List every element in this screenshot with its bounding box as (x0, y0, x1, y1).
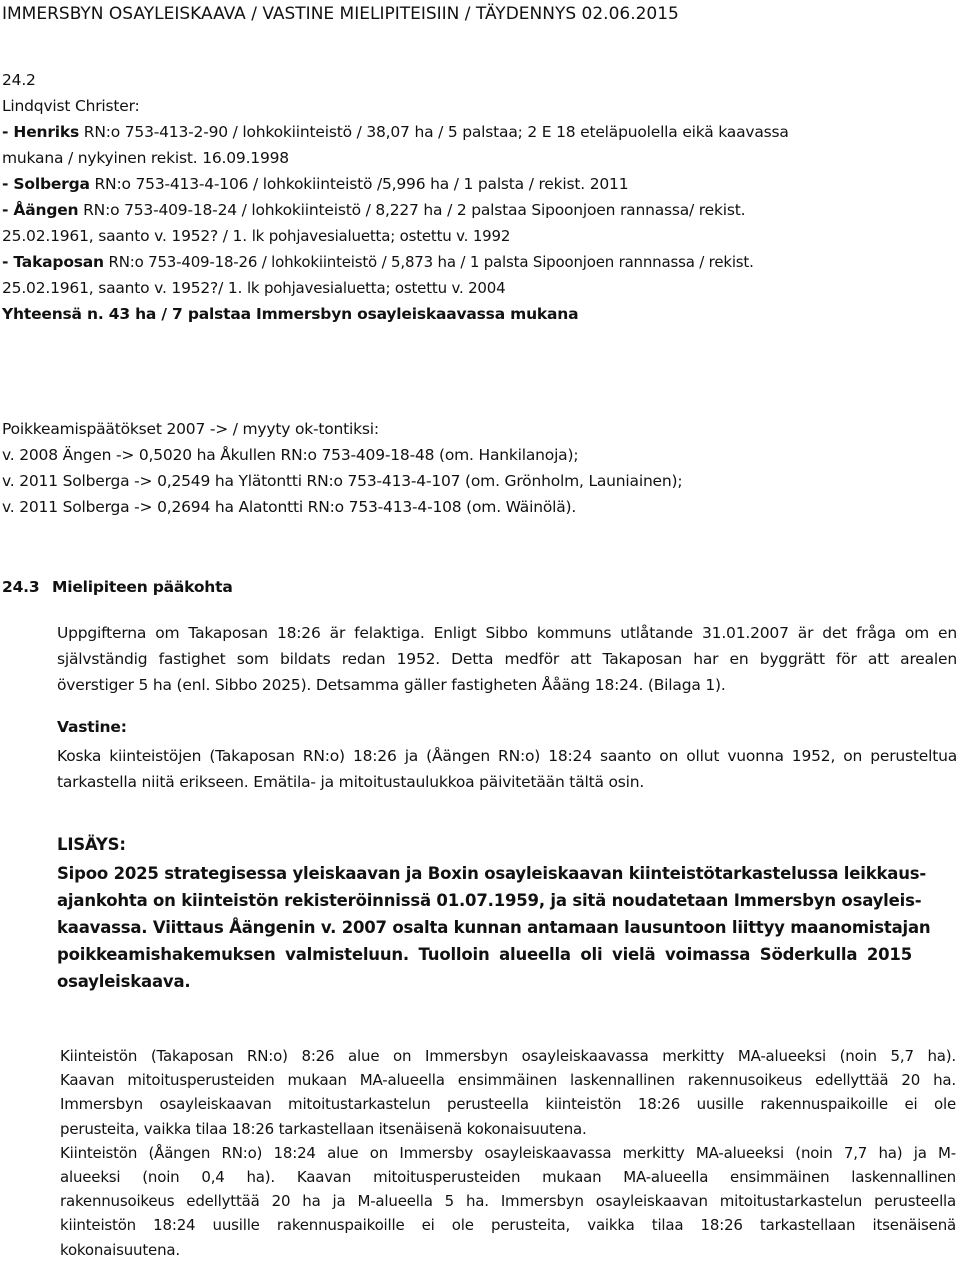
property-name: - Henriks (2, 123, 80, 141)
property-details: lk pohjavesialuetta; ostettu v. 2004 (246, 279, 506, 297)
paragraph-line: Uppgifterna om Takaposan 18:26 är felaktiga. Enligt Sibbo kommuns utlåtande 31.01.2007 är det fråga om en (57, 624, 957, 642)
property-name: - Solberga (2, 175, 90, 193)
page-header: IMMERSBYN OSAYLEISKAAVA / VASTINE MIELIPITEISIIN / TÄYDENNYS 02.06.2015 (2, 4, 679, 24)
property-details: lk pohjavesialuetta; ostettu v. 1992 (251, 227, 511, 245)
exception-item: v. 2011 Solberga -> 0,2694 ha Alatontti RN:o 753-413-4-108 (om. Wäinölä). (2, 498, 577, 516)
section-number: 24.2 (2, 71, 36, 89)
property-takaposan-cont (2, 275, 932, 301)
section-title: Lindqvist Christer: (2, 97, 140, 115)
property-aangen (2, 197, 932, 223)
property-details: RN:o 753-409-18-26 / lohkokiinteistö / 5,873 ha / 1 palsta Sipoonjoen rannnassa / rekist. (103, 253, 754, 271)
paragraph-line: tarkastella niitä erikseen. Emätila- ja mitoitustaulukkoa päivitetään tältä osin. (57, 773, 645, 791)
paragraph-line: poikkeamishakemuksen valmisteluun. Tuolloin alueella oli vielä voimassa Söderkulla 2015 (57, 945, 912, 964)
total-summary: Yhteensä n. 43 ha / 7 palstaa Immersbyn osayleiskaavassa mukana (2, 305, 579, 323)
paragraph-line: Immersbyn osayleiskaavan mitoitustarkastelun perusteella kiinteistön 18:26 uusille rakennuspaikoille ei ole (60, 1095, 956, 1114)
paragraph-line: ajankohta on kiinteistön rekisteröinnissä 01.07.1959, ja sitä noudatetaan Immersbyn osayleis- (57, 891, 922, 910)
final-analysis (60, 1044, 956, 1262)
property-takaposan (2, 249, 932, 275)
response-text (57, 743, 957, 795)
paragraph-line: osayleiskaava. (57, 972, 191, 991)
paragraph-line: kaavassa. Viittaus Åängenin v. 2007 osalta kunnan antamaan lausuntoon liittyy maanomistajan (57, 918, 931, 937)
exception-decisions (2, 416, 932, 520)
section-number: 24.3 (2, 578, 40, 596)
property-details: 25.02.1961, saanto v. 1952? / 1. (2, 227, 252, 245)
property-solberga (2, 171, 932, 197)
paragraph-line: Kiinteistön (Åängen RN:o) 18:24 alue on Immersby osayleiskaavassa merkitty MA-alueeksi (noin 7,7 ha) ja M- (60, 1143, 956, 1162)
exception-decisions-title: Poikkeamispäätökset 2007 -> / myyty ok-tontiksi: (2, 420, 379, 438)
property-details: RN:o 753-413-4-106 / lohkokiinteistö /5,996 ha / 1 palsta / rekist. 2011 (89, 175, 629, 193)
paragraph-line: överstiger 5 ha (enl. Sibbo 2025). Detsamma gäller fastigheten Ååäng 18:24. (Bilaga 1). (57, 676, 726, 694)
paragraph-line: Sipoo 2025 strategisessa yleiskaavan ja Boxin osayleiskaavan kiinteistötarkastelussa leikkaus- (57, 864, 927, 883)
addition-text (57, 860, 931, 995)
section-title: Mielipiteen pääkohta (52, 578, 233, 596)
paragraph-line: Koska kiinteistöjen (Takaposan RN:o) 18:26 ja (Åängen RN:o) 18:24 saanto on ollut vuonna 1952, on perusteltua (57, 747, 957, 765)
property-aangen-cont (2, 223, 932, 249)
addition-label: LISÄYS: (57, 835, 126, 854)
exception-item: v. 2011 Solberga -> 0,2549 ha Ylätontti RN:o 753-413-4-107 (om. Grönholm, Launiainen); (2, 472, 683, 490)
property-details: RN:o 753-409-18-24 / lohkokiinteistö / 8,227 ha / 2 palstaa Sipoonjoen rannassa/ rekist. (78, 201, 746, 219)
property-henriks (2, 119, 932, 145)
paragraph-line: alueeksi (noin 0,4 ha). Kaavan mitoitusperusteiden mukaan MA-alueella ensimmäinen laskennallinen (60, 1168, 956, 1187)
section-24-3-heading (2, 578, 233, 596)
property-name: - Åängen (2, 201, 79, 219)
paragraph-line: rakennusoikeus edellyttää 20 ha ja M-alueella 5 ha. Immersbyn osayleiskaavan mitoitustarkastelun perusteella (60, 1192, 956, 1211)
paragraph-line: kokonaisuutena. (60, 1240, 180, 1259)
exception-item: v. 2008 Ängen -> 0,5020 ha Åkullen RN:o 753-409-18-48 (om. Hankilanoja); (2, 446, 579, 464)
property-henriks-cont: mukana / nykyinen rekist. 16.09.1998 (2, 149, 289, 167)
property-details: RN:o 753-413-2-90 / lohkokiinteistö / 38,07 ha / 5 palstaa; 2 E 18 eteläpuolella eikä kaavassa (79, 123, 789, 141)
section-24-2 (2, 67, 932, 327)
paragraph-line: självständig fastighet som bildats redan 1952. Detta medför att Takaposan har en byggrätt för att arealen (57, 650, 957, 668)
paragraph-line: Kiinteistön (Takaposan RN:o) 8:26 alue on Immersbyn osayleiskaavassa merkitty MA-alueeksi (noin 5,7 ha). (60, 1047, 956, 1065)
paragraph-line: perusteita, vaikka tilaa 18:26 tarkastellaan itsenäisenä kokonaisuutena. (60, 1119, 587, 1138)
property-name: - Takaposan (2, 253, 104, 271)
response-label: Vastine: (57, 718, 127, 736)
paragraph-line: kiinteistön 18:24 uusille rakennuspaikoille ei ole perusteita, vaikka tilaa 18:26 tarkastellaan itsenäisenä (60, 1216, 956, 1235)
opinion-main-point (57, 620, 957, 698)
paragraph-line: Kaavan mitoitusperusteiden mukaan MA-alueella ensimmäinen laskennallinen rakennusoikeus edellyttää 20 ha. (60, 1071, 956, 1090)
property-details: 25.02.1961, saanto v. 1952?/ 1. (2, 279, 247, 297)
